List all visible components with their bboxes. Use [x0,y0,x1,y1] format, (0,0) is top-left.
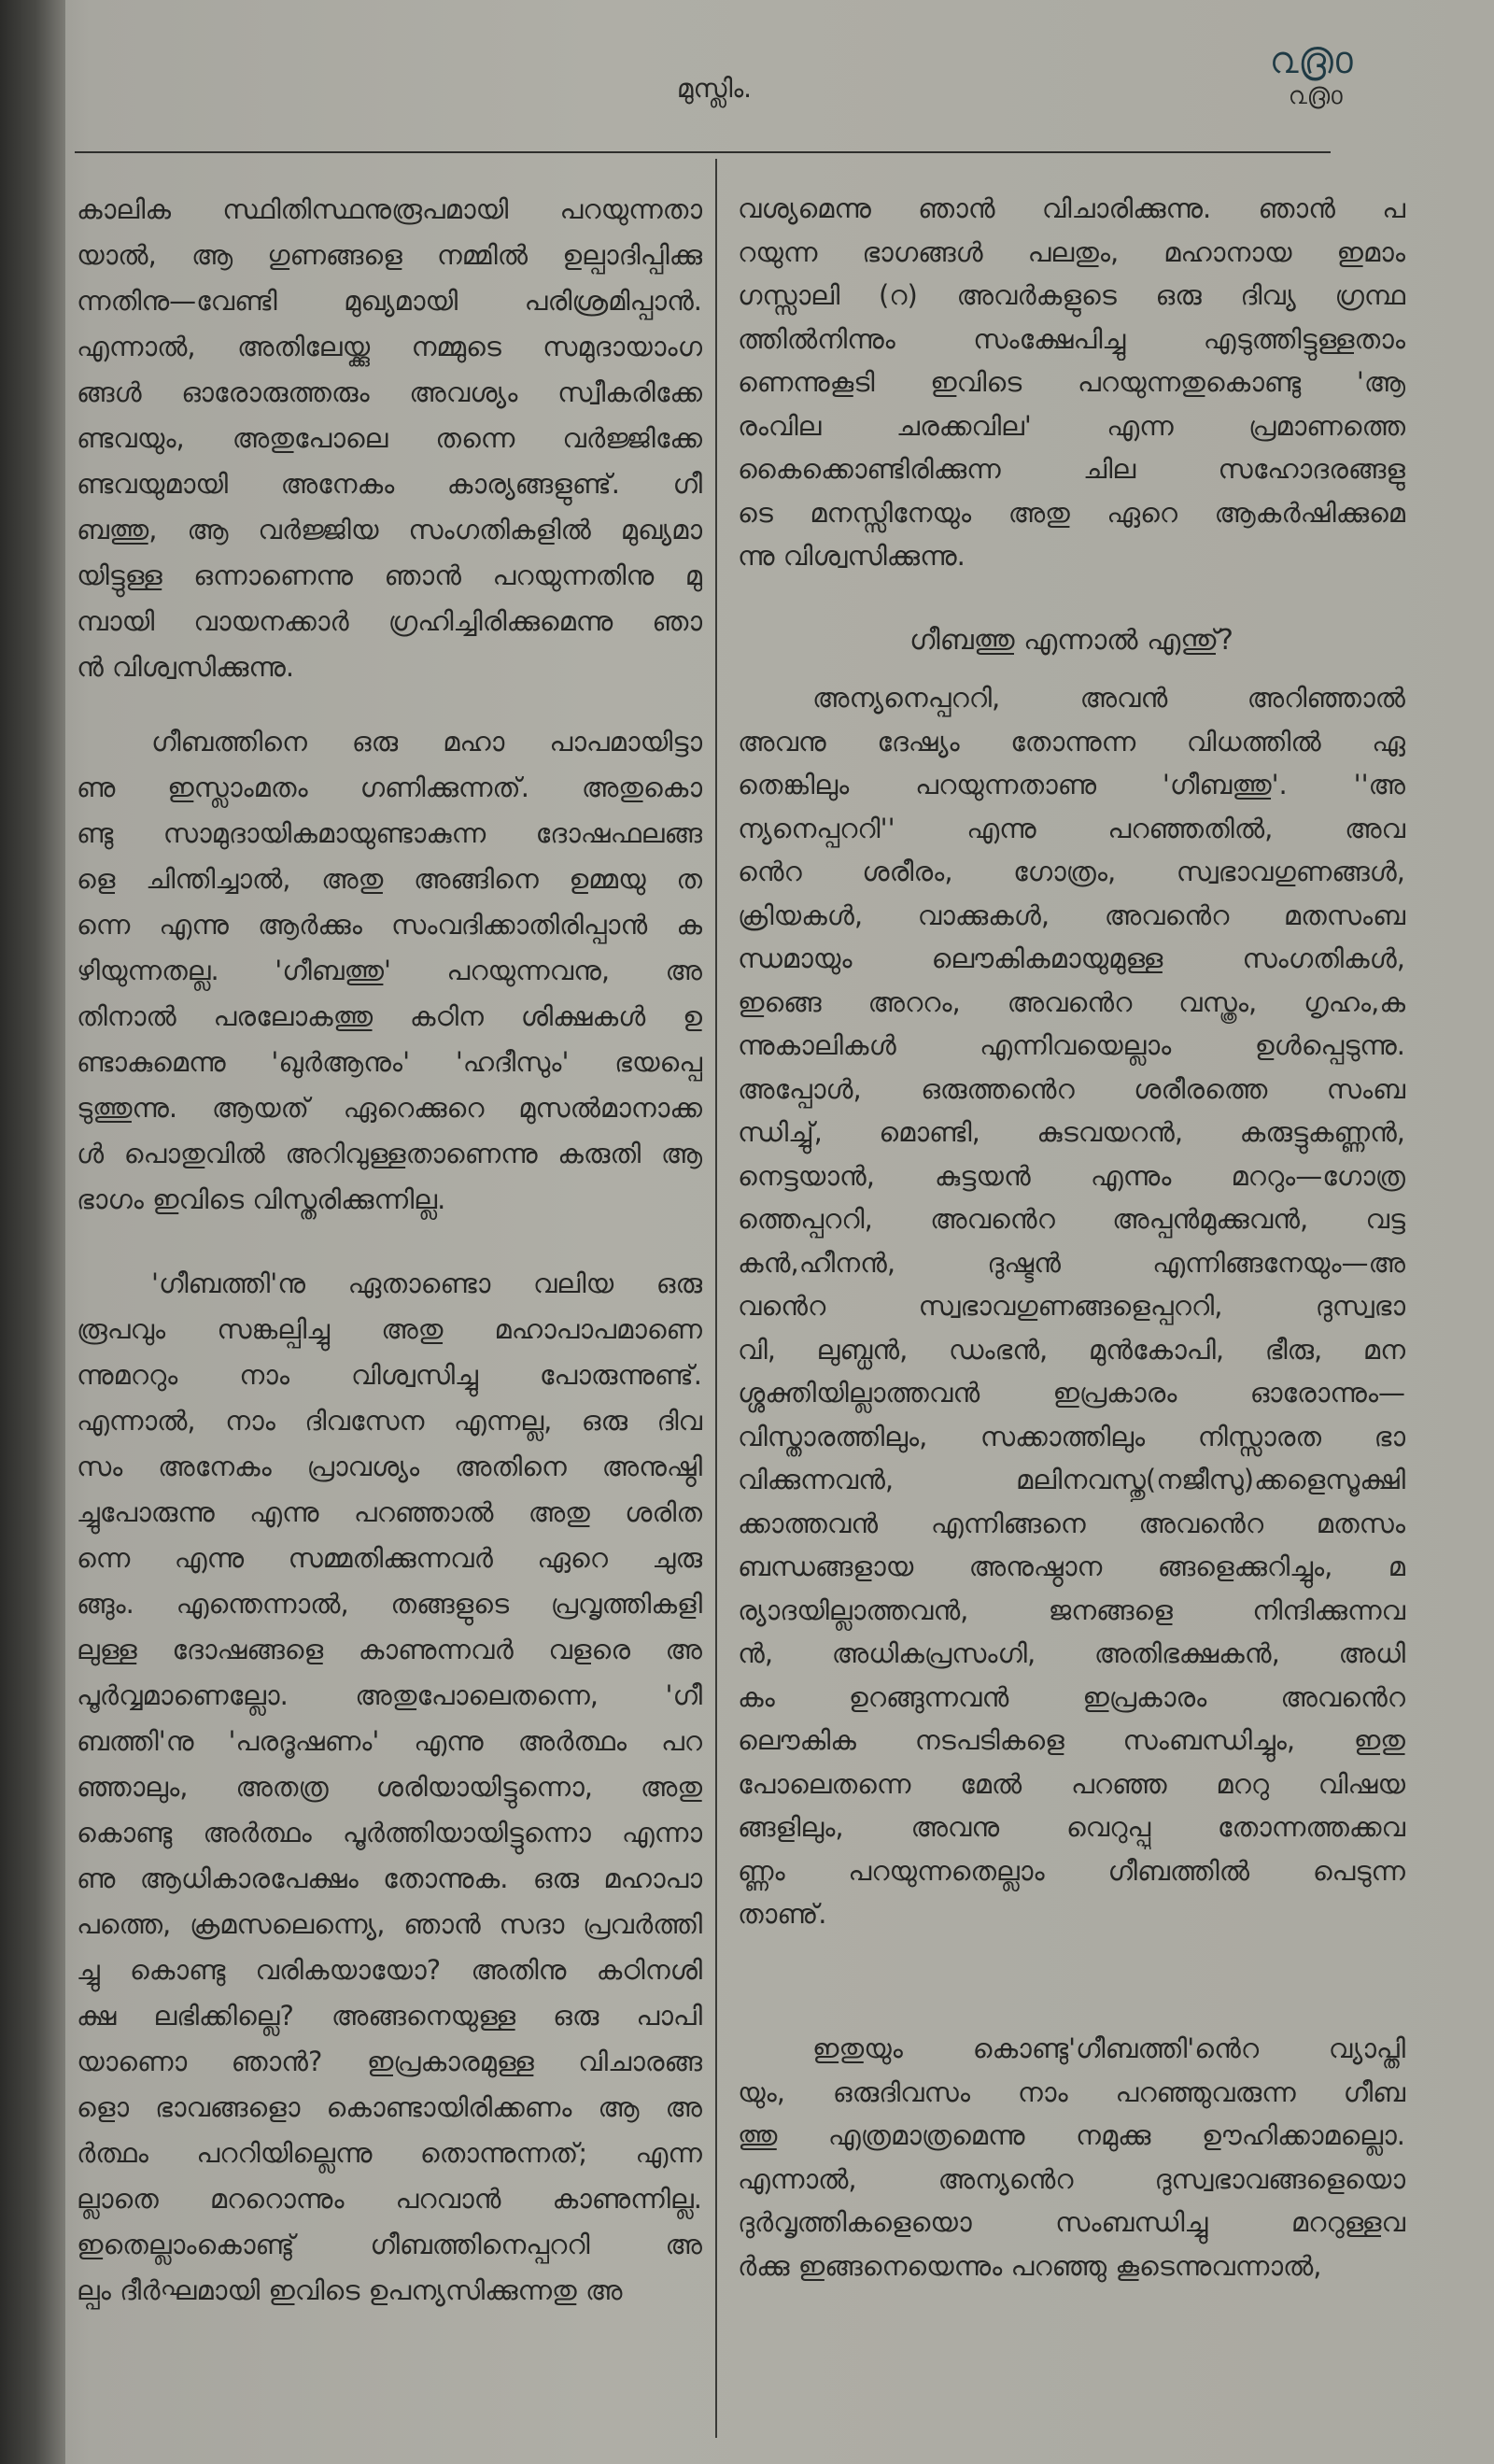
text-line: അപ്പോൾ, ഒരുത്തൻെറ ശരീരത്തെ സംബ [738,1072,1405,1105]
text-line: കാലിക സ്ഥിതിസ്ഥനുരൂപമായി പറയുന്നതാ [77,193,702,225]
text-line: ഇതെല്ലാംകൊണ്ടു് ഗീബത്തിനെപ്പററി അ [77,2229,702,2260]
text-line: 'ഗീബത്തി'നു ഏതാണ്ടൊ വലിയ ഒരു [151,1267,702,1299]
handwritten-page-number: ൨൫൦ [1270,39,1353,82]
text-line: തെങ്കിലും പറയുന്നതാണു 'ഗീബത്തു'. ''അ [738,769,1405,800]
text-line: കം ഉറങ്ങുന്നവൻ ഇപ്രകാരം അവൻെറ [738,1680,1405,1713]
text-line: യാണൊ ഞാൻ? ഇപ്രകാരമുള്ള വിചാരങ്ങ [77,2046,702,2077]
text-line: ങ്ങളിലും, അവനു വെറുപ്പു തോന്നത്തക്കവ [738,1811,1405,1843]
header-rule [75,151,1331,153]
section-heading: ഗീബത്തു എന്നാൽ എന്തു്? [909,624,1233,657]
text-line: ൻ, അധികപ്രസംഗി, അതിഭക്ഷകൻ, അധി [738,1637,1405,1669]
text-line: പൂർവ്വമാണെല്ലോ. അതുപോലെതന്നെ, 'ഗീ [77,1679,702,1711]
text-line: ദുർവൃത്തികളെയൊ സംബന്ധിച്ചു മററുള്ളവ [738,2206,1405,2238]
text-line: ൾ പൊതുവിൽ അറിവുള്ളതാണെന്നു കരുതി ആ [77,1138,702,1169]
text-line: ളൊ ഭാവങ്ങളൊ കൊണ്ടായിരിക്കണം ആ അ [77,2091,702,2123]
text-line: ൻെറ ശരീരം, ഗോത്രം, സ്വഭാവഗുണങ്ങൾ, [738,856,1405,887]
text-line: ന്നതിനു—വേണ്ടി മുഖ്യമായി പരിശ്രമിപ്പാൻ. [77,285,702,317]
text-line: ഭാഗം ഇവിടെ വിസ്തരിക്കുന്നില്ല. [77,1183,446,1215]
text-line: വിസ്താരത്തിലും, സക്കാത്തിലും നിസ്സാരത ഭാ [738,1420,1405,1452]
text-line: ബത്തു, ആ വർജ്ജിയ സംഗതികളിൽ മുഖ്യമാ [77,514,702,545]
text-line: ലൌകിക നടപടികളെ സംബന്ധിച്ചും, ഇതു [738,1724,1405,1756]
text-line: അവനു ദേഷ്യം തോന്നുന്ന വിധത്തിൽ ഏ [738,725,1405,758]
text-line: ർത്ഥം പററിയില്ലെന്നു തൊന്നുന്നത്; എന്ന [77,2137,702,2169]
text-line: ണു ആധികാരപേക്ഷം തോന്നുക. ഒരു മഹാപാ [77,1862,702,1894]
text-line: പത്തെ, ക്രമസലെന്ന്യെ, ഞാൻ സദാ പ്രവർത്തി [77,1908,702,1940]
text-line: മ്പായി വായനക്കാർ ഗ്രഹിച്ചിരിക്കുമെന്നു ഞാ [77,605,702,637]
paragraph [77,719,702,1223]
text-line: എന്നാൽ, അന്യൻെറ ദുസ്വഭാവങ്ങളെയൊ [738,2162,1405,2195]
text-line: ണു ഇസ്ലാംമതം ഗണിക്കുന്നത്. അതുകൊ [77,772,702,803]
text-line: യിട്ടുള്ള ഒന്നാണെന്നു ഞാൻ പറയുന്നതിനു മു [77,559,702,591]
text-line: ര്യാദയില്ലാത്തവൻ, ജനങ്ങളെ നിന്ദിക്കുന്നവ [738,1593,1405,1626]
text-line: സം അനേകം പ്രാവശ്യം അതിനെ അനുഷ്ഠി [77,1451,702,1482]
text-line: ണ്ടവയുമായി അനേകം കാര്യങ്ങളുണ്ട്. ഗീ [77,468,702,500]
text-line: ന്നെ എന്നു ആർക്കും സംവദിക്കാതിരിപ്പാൻ ക [77,909,702,941]
text-line: ന്നു വിശ്വസിക്കുന്നു. [738,540,965,572]
text-line: ത്തെപ്പററി, അവൻെറ അപ്പൻമുക്കുവൻ, വട്ട [738,1203,1405,1235]
text-line: യാൽ, ആ ഗുണങ്ങളെ നമ്മിൽ ഉല്പാദിപ്പിക്കു [77,239,702,271]
text-line: ടുത്തുന്നു. ആയത് ഏറെക്കുറെ മുസൽമാനാക്ക [77,1092,702,1124]
text-line: ല്പം ദീർഘമായി ഇവിടെ ഉപന്യസിക്കുന്നതു അ [77,2274,623,2306]
text-line: നെട്ടയാൻ, കുട്ടയൻ എന്നും മററും—ഗോത്ര [738,1159,1405,1192]
text-line: ക്കാത്തവൻ എന്നിങ്ങനെ അവൻെറ മതസം [738,1507,1405,1539]
text-line: ഗസ്സാലി (റ) അവർകളുടെ ഒരു ദിവ്യ ഗ്രന്ഥ [738,279,1405,311]
paragraph [77,1261,702,2314]
text-line: ഗീബത്തിനെ ഒരു മഹാ പാപമായിട്ടാ [151,726,702,758]
text-line: ശ്ശക്തിയില്ലാത്തവൻ ഇപ്രകാരം ഓരോന്നും— [738,1377,1405,1409]
text-line: കൊണ്ടു അർത്ഥം പൂർത്തിയായിട്ടുന്നൊ എന്നാ [77,1817,702,1848]
text-line: ഞ്ഞാലും, അതത്ര ശരിയായിട്ടുന്നൊ, അതു [77,1771,702,1803]
text-line: പോലെതന്നെ മേൽ പറഞ്ഞ മററു വിഷയ [738,1767,1405,1800]
paragraph [77,187,702,690]
text-line: ർക്കു ഇങ്ങനെയെന്നും പറഞ്ഞു കൂടെന്നുവന്നാൽ, [738,2249,1322,2282]
column-divider [715,159,717,2438]
text-line: ത്തു എത്രമാത്രമെന്നു നമുക്കു ഊഹിക്കാമല്ലൊ. [738,2119,1405,2151]
text-line: ത്തിൽനിന്നും സംക്ഷേപിച്ചു എടുത്തിട്ടുള്ളതാം [738,322,1405,355]
text-line: ണ്ടാകുമെന്നു 'ഖുർആനും' 'ഹദീസും' ഭയപ്പെ [77,1046,702,1078]
text-line: ഇതുയും കൊണ്ടു'ഗീബത്തി'ൻെറ വ്യാപ്തി [812,2032,1405,2064]
text-line: ങ്ങും. എന്തെന്നാൽ, തങ്ങളുടെ പ്രവൃത്തികളി [77,1588,702,1620]
text-line: ബന്ധങ്ങളായ അനുഷ്ഠാന ങ്ങളെക്കുറിച്ചും, മ [738,1551,1405,1582]
text-line: യും, ഒരുദിവസം നാം പറഞ്ഞുവരുന്ന ഗീബ [738,2075,1405,2108]
text-line: എന്നാൽ, അതിലേയ്ക്കു നമ്മുടെ സമുദായാംഗ [77,331,702,362]
text-line: ബത്തി'നു 'പരദൂഷണം' എന്നു അർത്ഥം പറ [77,1725,702,1757]
text-line: കൈക്കൊണ്ടിരിക്കുന്ന ചില സഹോദരങ്ങളു [738,453,1405,485]
text-line: വി, ലുബ്ധൻ, ഡംഭൻ, മുൻകോപി, ഭീരു, മന [738,1333,1405,1366]
paragraph [738,676,1405,1936]
text-line: ക്ഷ ലഭിക്കില്ലെ? അങ്ങനെയുള്ള ഒരു പാപി [77,2000,702,2032]
text-line: വൻെറ സ്വഭാവഗുണങ്ങളെപ്പററി, ദുസ്വഭാ [738,1290,1405,1322]
text-line: താണു്. [738,1898,827,1930]
text-line: ന്നുമററും നാം വിശ്വസിച്ചു പോരുന്നുണ്ട്. [77,1359,702,1391]
text-line: ൻ വിശ്വസിക്കുന്നു. [77,651,295,683]
text-line: രൂപവും സങ്കല്പിച്ചു അതു മഹാപാപമാണെ [77,1313,702,1345]
paragraph [738,2027,1405,2287]
text-line: ന്നുകാലികൾ എന്നിവയെല്ലാം ഉൾപ്പെടുന്നു. [738,1029,1405,1061]
text-line: വശ്യമെന്നു ഞാൻ വിചാരിക്കുന്നു. ഞാൻ പ [738,192,1405,224]
text-line: ന്നെ എന്നു സമ്മതിക്കുന്നവർ ഏറെ ചുരു [77,1542,702,1574]
text-line: വിക്കുന്നവൻ, മലിനവസ്തു(നജീസു)ക്കളെസൂക്ഷി [738,1464,1405,1495]
text-line: ക്രിയകൾ, വാക്കുകൾ, അവൻെറ മതസംബ [738,899,1405,931]
text-line: ല്ലാതെ മററൊന്നും പറവാൻ കാണുന്നില്ല. [77,2183,702,2215]
text-line: ഴിയുന്നതല്ല. 'ഗീബത്തു' പറയുന്നവനു, അ [77,955,702,986]
text-line: ച്ചുപോരുന്നു എന്നു പറഞ്ഞാൽ അതു ശരിത [77,1496,702,1528]
text-line: ണ്ണം പറയുന്നതെല്ലാം ഗീബത്തിൽ പെടുന്ന [738,1854,1405,1887]
text-line: റയുന്ന ഭാഗങ്ങൾ പലതും, മഹാനായ ഇമാം [738,235,1405,268]
printed-page-number: ൨൫൦ [1289,82,1343,110]
text-line: ന്യനെപ്പററി'' എന്നു പറഞ്ഞതിൽ, അവ [738,812,1405,844]
text-line: ണെന്നുകൂടി ഇവിടെ പറയുന്നതുകൊണ്ടു 'ആ [738,366,1405,398]
book-binding-edge [0,0,65,2464]
text-line: തിനാൽ പരലോകത്തു കഠിന ശിക്ഷകൾ ഉ [77,1000,702,1032]
text-line: ങ്ങൾ ഓരോരുത്തരും അവശ്യം സ്വീകരിക്കേ [77,376,702,408]
paragraph [738,187,1405,578]
text-line: ന്ധിച്ചു്, മൊണ്ടി, കുടവയറൻ, കരുട്ടുകണ്ണൻ, [738,1116,1405,1148]
text-line: ടെ മനസ്സിനേയും അതു ഏറെ ആകർഷിക്കുമെ [738,496,1405,529]
text-line: ച്ചു കൊണ്ടു വരികയായോ? അതിനു കഠിനശി [77,1954,702,1986]
text-line: എന്നാൽ, നാം ദിവസേന എന്നല്ല, ഒരു ദിവ [77,1405,702,1437]
page-title: മുസ്ലിം. [676,73,753,104]
text-line: ളെ ചിന്തിച്ചാൽ, അതു അങ്ങിനെ ഉമ്മയു ത [77,863,702,895]
text-line: ഇങ്ങെ അററം, അവൻെറ വസ്ത്രം, ഗൃഹം,ക [738,985,1405,1018]
text-line: ലുള്ള ദോഷങ്ങളെ കാണുന്നവർ വളരെ അ [77,1634,702,1665]
text-line: കൻ,ഹീനൻ, ദുഷ്ടൻ എന്നിങ്ങനേയും—അ [738,1246,1405,1279]
text-line: ണ്ടു സാമുദായികമായുണ്ടാകുന്ന ദോഷഫലങ്ങ [77,817,702,849]
text-line: ന്ധമായും ലൌകികമായുമുള്ള സംഗതികൾ, [738,942,1405,974]
text-line: അന്യനെപ്പററി, അവൻ അറിഞ്ഞാൽ [812,682,1405,714]
text-line: ണ്ടവയും, അതുപോലെ തന്നെ വർജ്ജിക്കേ [77,422,702,454]
text-line: രംവില ചരക്കവില' എന്ന പ്രമാണത്തെ [738,409,1405,442]
